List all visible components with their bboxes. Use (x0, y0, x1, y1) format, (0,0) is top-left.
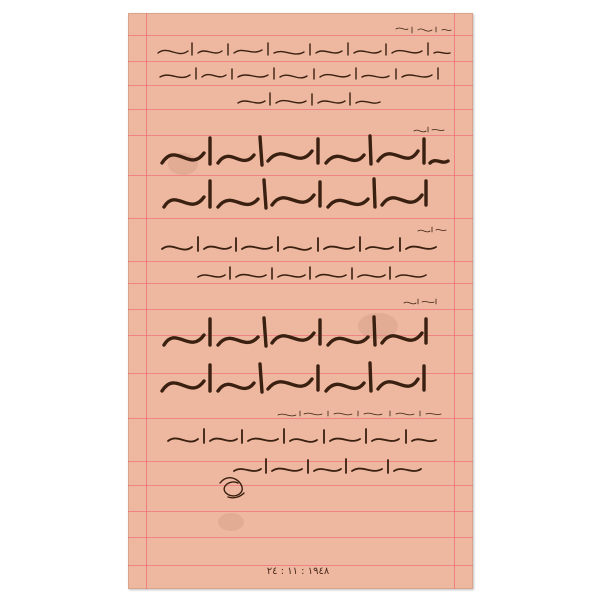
text-line-10 (168, 429, 436, 443)
section-label-3 (404, 299, 436, 304)
section-label-2 (418, 227, 446, 232)
text-line-5 (164, 179, 426, 208)
signature-flourish (220, 478, 244, 498)
text-line-8 (164, 317, 426, 346)
text-line-2 (160, 68, 438, 79)
text-line-6 (162, 237, 436, 251)
text-line-9 (162, 363, 424, 392)
section-label-1 (414, 127, 444, 132)
section-label-4 (278, 411, 441, 416)
calligraphy-sheet (128, 13, 473, 589)
header-note-line (396, 27, 451, 33)
text-line-7 (198, 267, 426, 279)
text-line-1 (158, 43, 450, 55)
date-line: ١٩٤٨ : ١١ : ٢٤ (266, 566, 330, 577)
text-line-3 (238, 93, 380, 105)
text-line-4 (162, 136, 448, 165)
calligraphy-ink-layer (128, 13, 473, 589)
text-line-11 (234, 459, 421, 473)
